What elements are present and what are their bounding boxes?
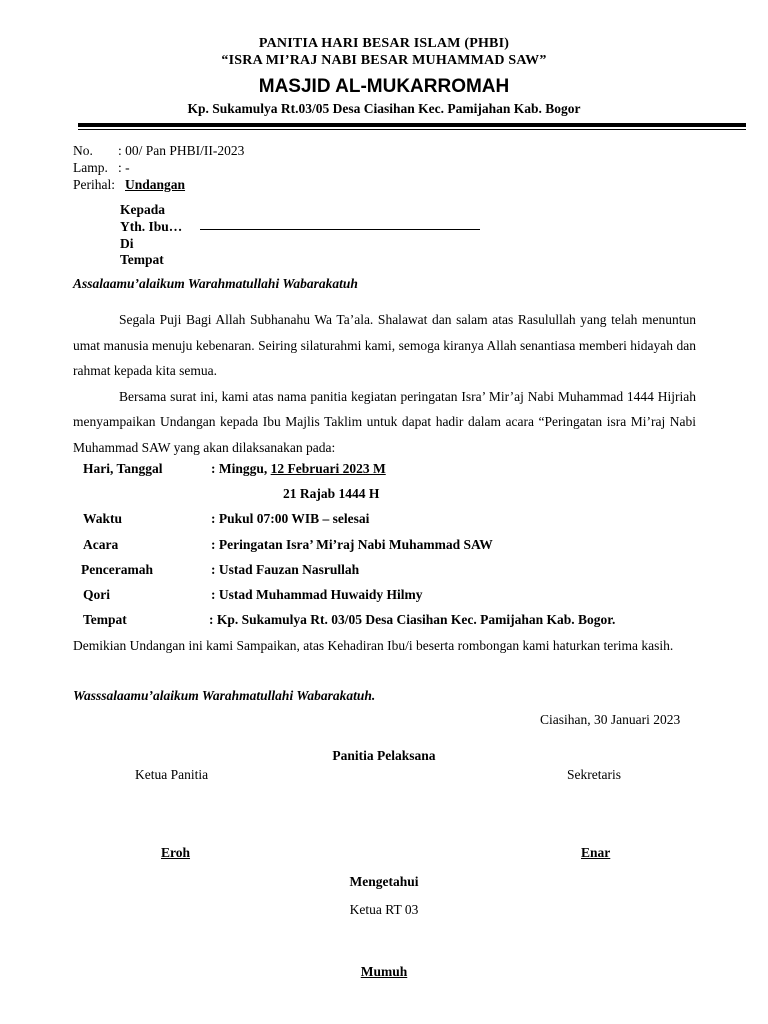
date-value [211,461,386,477]
place-label: Tempat [83,612,127,627]
committee-label: Panitia Pelaksana [332,748,436,763]
acknowledged-label: Mengetahui [349,874,419,889]
chair-name: Eroh [161,845,191,860]
body-paragraph-1: Segala Puji Bagi Allah Subhanahu Wa Ta’ala. Shalawat dan salam atas Rasulullah yang telah menuntun umat manusia menuju kebenaran. Seiring silaturahmi kami, semoga kiranya Allah senantiasa memberi hidayah dan rahmat kepada kita semua. [73,312,696,378]
recipient-tempat: Tempat [120,252,164,267]
no-label: No. [73,143,93,158]
closing-text: Demikian Undangan ini kami Sampaikan, atas Kehadiran Ibu/i beserta rombongan kami haturkan terima kasih. [73,638,674,653]
time-label: Waktu [83,511,123,526]
speaker-value: : Ustad Fauzan Nasrullah [211,562,360,577]
recipient-fill-line [200,229,480,230]
recipient-yth: Yth. Ibu… [120,219,183,234]
rt-title: Ketua RT 03 [349,902,419,917]
qori-value: : Ustad Muhammad Huwaidy Hilmy [211,587,423,602]
time-value: : Pukul 07:00 WIB – selesai [211,511,370,526]
recipient-kepada: Kepada [120,202,166,217]
lamp-value: : - [118,160,130,175]
date-prefix: : Minggu, [211,461,271,476]
secretary-title: Sekretaris [567,767,621,782]
secretary-name: Enar [581,845,611,860]
body-text [73,307,696,460]
lamp-label: Lamp. [73,160,108,175]
date-hijri: 21 Rajab 1444 H [283,486,380,501]
qori-label: Qori [83,587,110,602]
letterhead-rule-thick [78,123,746,127]
recipient-di: Di [120,236,134,251]
chair-title: Ketua Panitia [135,767,209,782]
mosque-address: Kp. Sukamulya Rt.03/05 Desa Ciasihan Kec. Pamijahan Kab. Bogor [187,101,581,116]
perihal-value: Undangan [125,177,186,192]
speaker-label: Penceramah [81,562,153,577]
closing-text-block [73,633,696,659]
event-title: “ISRA MI’RAJ NABI BESAR MUHAMMAD SAW” [221,53,547,68]
closing-salam: Wasssalaamu’alaikum Warahmatullahi Wabarakatuh. [73,688,376,703]
no-value: : 00/ Pan PHBI/II-2023 [118,143,245,158]
mosque-name: MASJID AL-MUKARROMAH [258,76,510,97]
place-value: : Kp. Sukamulya Rt. 03/05 Desa Ciasihan Kec. Pamijahan Kab. Bogor. [209,612,616,627]
body-paragraph-2: Bersama surat ini, kami atas nama panitia kegiatan peringatan Isra’ Mir’aj Nabi Muhammad 1444 Hijriah menyampaikan Undangan kepada Ibu Majlis Taklim untuk dapat hadir dalam acara “Peringatan isra Mi’raj Nabi Muhammad SAW yang akan dilaksanakan pada: [73,388,696,455]
place-date: Ciasihan, 30 Januari 2023 [540,712,681,727]
letterhead-rule-thin [78,129,746,130]
event-value: : Peringatan Isra’ Mi’raj Nabi Muhammad SAW [211,537,493,552]
perihal-label: Perihal: [73,177,115,192]
event-label: Acara [83,537,119,552]
committee-title: PANITIA HARI BESAR ISLAM (PHBI) [258,36,510,51]
greeting: Assalaamu’alaikum Warahmatullahi Wabarakatuh [73,276,358,291]
date-label: Hari, Tanggal [83,461,163,476]
date-gregorian: 12 Februari 2023 M [270,461,386,476]
rt-name: Mumuh [360,964,408,979]
